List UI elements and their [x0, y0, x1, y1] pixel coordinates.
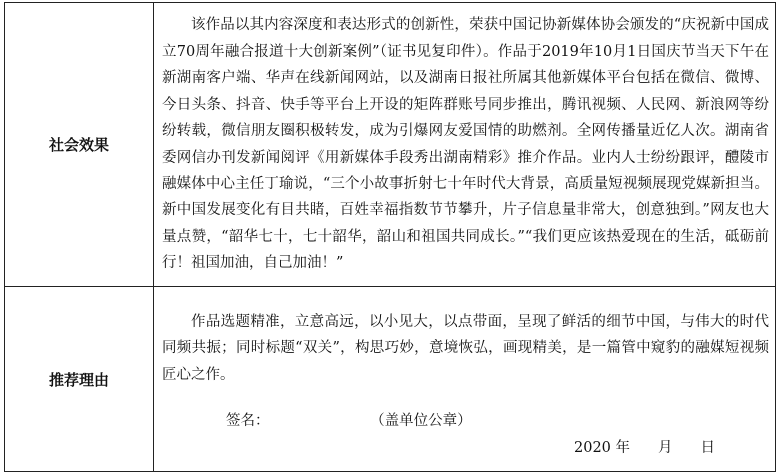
- social-effect-text: 该作品以其内容深度和表达形式的创新性，荣获中国记协新媒体协会颁发的“庆祝新中国成立70周年融合报道十大创新案例”（证书见复印件）。作品于2019年10月1日国庆节当天下午在新湖南客户端、华声在线新闻网站，以及湖南日报社所属其他新媒体平台包括在微信、微博、今日头条、抖音、快手等平台上开设的矩阵群账号同步推出，腾讯视频、人民网、新浪网等纷纷转载，微信朋友圈积极转发，成为引爆网友爱国情的助燃剂。全网传播量近亿人次。湖南省委网信办刊发新闻阅评《用新媒体手段秀出湖南精彩》推介作品。业内人士纷纷跟评，醴陵市融媒体中心主任丁瑜说，“三个小故事折射七十年时代大背景，高质量短视频展现党媒新担当。新中国发展变化有目共睹，百姓幸福指数节节攀升，片子信息量非常大，创意独到。”网友也大量点赞，“韶华七十，七十韶华，韶山和祖国共同成长。”“我们更应该热爱现在的生活，砥砺前行！祖国加油，自己加油！”: [162, 17, 769, 272]
- recommendation-reason-content: [154, 287, 776, 472]
- social-effect-label: 社会效果: [5, 3, 154, 287]
- date-day: 日: [700, 440, 716, 456]
- date-year: 2020 年: [574, 440, 631, 456]
- reason-wrapper: [154, 287, 775, 471]
- signature-label: 签名：: [226, 413, 270, 429]
- social-effect-content: [154, 3, 776, 287]
- recommendation-reason-label: 推荐理由: [5, 287, 154, 472]
- recommendation-reason-row: [5, 287, 776, 472]
- signature-line: [226, 409, 472, 430]
- date-line: [574, 436, 715, 457]
- seal-label: （盖单位公章）: [370, 413, 472, 429]
- date-month: 月: [658, 440, 673, 456]
- social-effect-row: [5, 3, 776, 287]
- recommendation-reason-text: 作品选题精准，立意高远，以小见大，以点带面，呈现了鲜活的细节中国，与伟大的时代同频共振；同时标题“双关”，构思巧妙，意境恢弘，画现精美，是一篇管中窥豹的融媒短视频匠心之作。: [162, 314, 769, 383]
- recommendation-form-table: [4, 2, 776, 472]
